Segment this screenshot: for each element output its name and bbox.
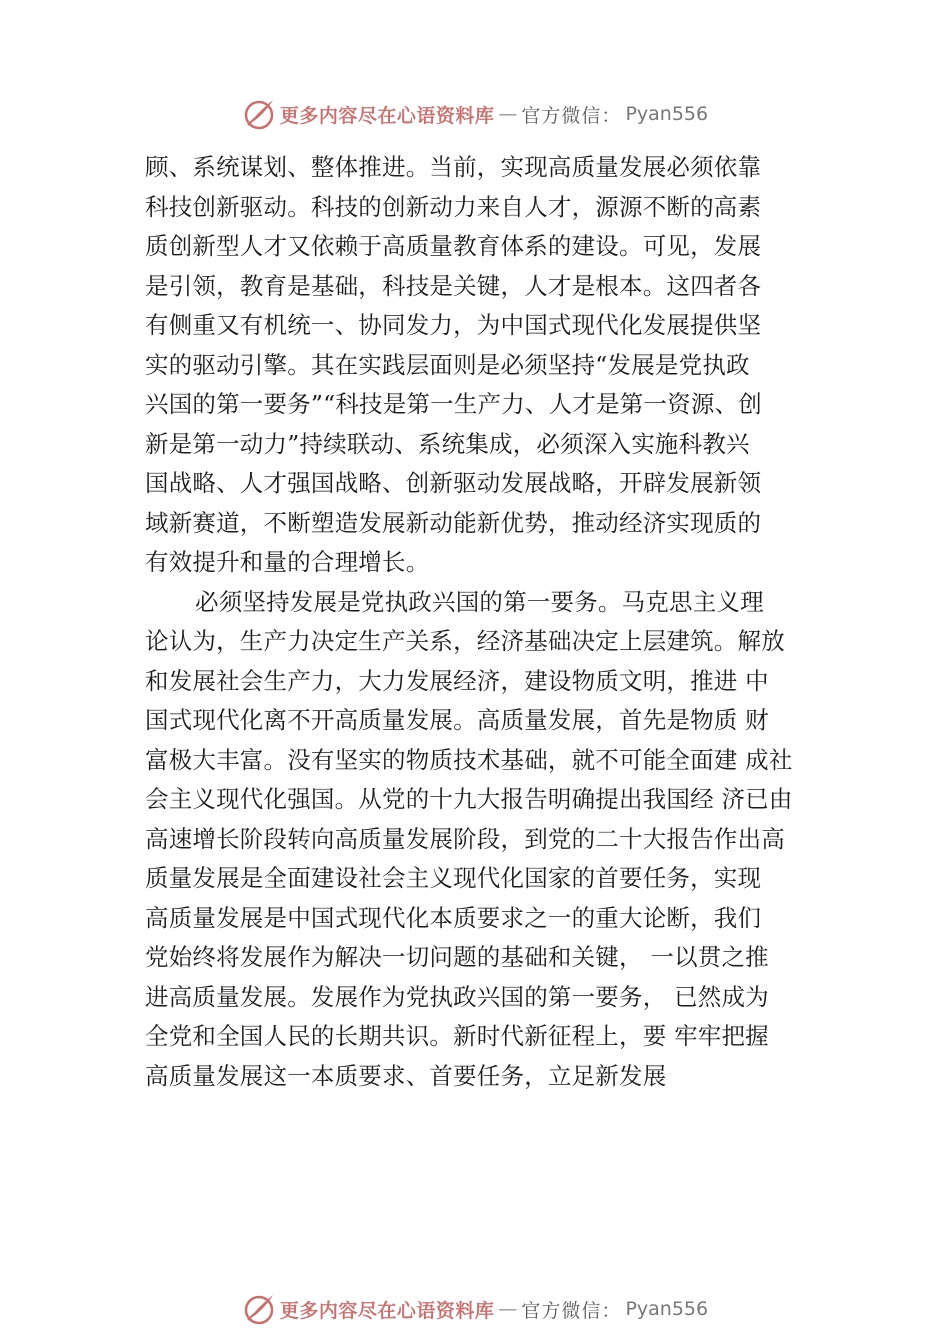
text-line: 顾、系统谋划、整体推进。当前，实现高质量发展必须依靠	[145, 153, 762, 181]
header-watermark	[0, 94, 950, 134]
text-line: 全党和全国人民的长期共识。新时代新征程上，要 牢牢把握	[145, 1022, 769, 1050]
text-line: 进高质量发展。发展作为党执政兴国的第一要务， 已然成为	[145, 982, 769, 1011]
text-line: 是引领，教育是基础，科技是关键，人才是根本。这四者各	[145, 271, 762, 300]
text-line: 高质量发展是中国式现代化本质要求之一的重大论断，我们	[145, 903, 762, 932]
paragraph-first-line: 必须坚持发展是党执政兴国的第一要务。马克思主义理	[195, 587, 764, 616]
text-line: 会主义现代化强国。从党的十九大报告明确提出我国经 济已由	[145, 785, 793, 813]
text-line: 党始终将发展作为解决一切问题的基础和关键， 一以贯之推	[145, 943, 769, 971]
text-line: 和发展社会生产力，大力发展经济，建设物质文明，推进 中	[145, 666, 769, 695]
text-line: 新是第一动力”持续联动、系统集成，必须深入实施科教兴	[145, 429, 750, 458]
watermark-contact-label: 官方微信：	[521, 104, 622, 127]
text-line: 国战略、人才强国战略、创新驱动发展战略，开辟发展新领	[145, 469, 762, 497]
quill-logo-icon	[242, 1292, 276, 1326]
text-line: 国式现代化离不开高质量发展。高质量发展，首先是物质 财	[145, 706, 769, 734]
text-line: 有侧重又有机统一、协同发力，为中国式现代化发展提供坚	[145, 311, 762, 339]
watermark-contact-id: Pyan556	[625, 103, 709, 125]
text-line: 论认为，生产力决定生产关系，经济基础决定上层建筑。解放	[145, 627, 785, 655]
watermark-separator: —	[498, 1298, 518, 1320]
text-line: 实的驱动引擎。其在实践层面则是必须坚持“发展是党执政	[145, 350, 750, 379]
watermark-text: 更多内容尽在心语资料库	[279, 104, 495, 127]
text-line: 质量发展是全面建设社会主义现代化国家的首要任务，实现	[145, 864, 762, 892]
text-line: 高速增长阶段转向高质量发展阶段，到党的二十大报告作出高	[145, 824, 785, 853]
watermark-contact-id: Pyan556	[625, 1298, 709, 1320]
text-line: 有效提升和量的合理增长。	[145, 548, 430, 576]
text-line: 科技创新驱动。科技的创新动力来自人才，源源不断的高素	[145, 192, 762, 221]
document-body	[145, 148, 835, 1096]
text-line: 兴国的第一要务”“科技是第一生产力、人才是第一资源、创	[145, 390, 762, 418]
text-line: 质创新型人才又依赖于高质量教育体系的建设。可见，发展	[145, 232, 762, 260]
footer-watermark	[0, 1289, 950, 1329]
text-line: 富极大丰富。没有坚实的物质技术基础，就不可能全面建 成社	[145, 745, 793, 774]
watermark-contact-label: 官方微信：	[521, 1299, 622, 1322]
text-line: 高质量发展这一本质要求、首要任务，立足新发展	[145, 1061, 667, 1090]
quill-logo-icon	[242, 97, 276, 131]
watermark-text: 更多内容尽在心语资料库	[279, 1299, 495, 1322]
watermark-separator: —	[498, 103, 518, 125]
text-line: 域新赛道，不断塑造发展新动能新优势，推动经济实现质的	[145, 508, 762, 537]
